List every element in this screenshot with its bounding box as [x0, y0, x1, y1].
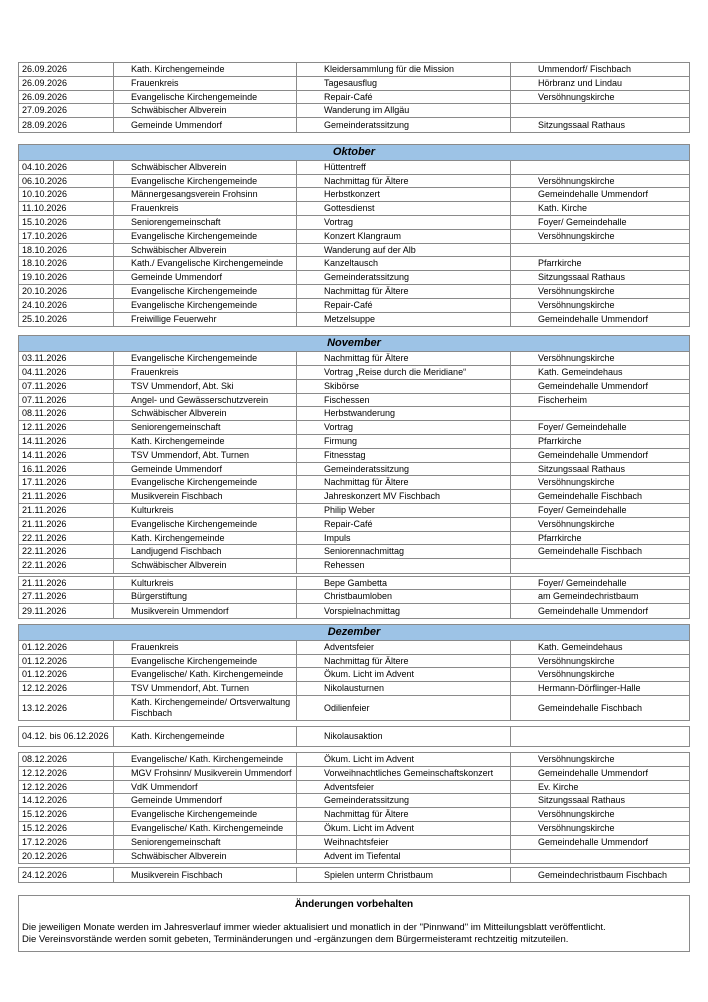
- cell-event: Gemeinderatssitzung: [297, 118, 511, 132]
- cell-date: 26.09.2026: [19, 63, 114, 76]
- cell-organizer: Evangelische Kirchengemeinde: [114, 299, 297, 312]
- month-header: Dezember: [19, 625, 689, 641]
- cell-organizer: Seniorengemeinschaft: [114, 836, 297, 849]
- table-row: [19, 808, 689, 822]
- cell-location: Gemeindehalle Ummendorf: [538, 189, 649, 200]
- cell-event: Ökum. Licht im Advent: [297, 753, 511, 766]
- cell-location: Ummendorf/ Fischbach: [538, 64, 632, 74]
- notes-heading: Änderungen vorbehalten: [294, 898, 414, 910]
- cell-organizer: Bürgerstiftung: [114, 590, 297, 603]
- cell-date: 16.11.2026: [19, 463, 114, 476]
- table-row: [19, 655, 689, 669]
- table-block: [18, 144, 690, 327]
- cell-date: 01.12.2026: [19, 641, 114, 654]
- cell-event: Gemeinderatssitzung: [297, 794, 511, 807]
- cell-event: Odilienfeier: [297, 696, 511, 720]
- cell-location: [511, 559, 689, 573]
- table-row: [19, 394, 689, 408]
- cell-organizer: VdK Ummendorf: [114, 781, 297, 794]
- cell-organizer: Kath. Kirchengemeinde: [114, 727, 297, 746]
- cell-organizer: Schwäbischer Albverein: [114, 104, 297, 117]
- cell-organizer: Evangelische Kirchengemeinde: [114, 655, 297, 668]
- cell-date: 17.11.2026: [19, 476, 114, 489]
- cell-date: 15.12.2026: [19, 822, 114, 835]
- cell-event: Gemeinderatssitzung: [297, 271, 511, 284]
- cell-event: Vortrag „Reise durch die Meridiane“: [297, 366, 511, 379]
- cell-date: 07.11.2026: [19, 394, 114, 407]
- table-row: [19, 63, 689, 77]
- cell-event: Nachmittag für Ältere: [297, 285, 511, 298]
- cell-date: 12.12.2026: [19, 682, 114, 695]
- cell-date: 22.11.2026: [19, 532, 114, 545]
- cell-organizer: Musikverein Ummendorf: [114, 604, 297, 618]
- cell-location: Versöhnungskirche: [538, 285, 615, 296]
- cell-date: 22.11.2026: [19, 545, 114, 558]
- cell-location: Fischerheim: [538, 394, 588, 405]
- cell-event: Tagesausflug: [297, 77, 511, 90]
- cell-location: Gemeindehalle Ummendorf: [538, 380, 649, 391]
- cell-date: 03.11.2026: [19, 352, 114, 365]
- cell-date: 01.12.2026: [19, 655, 114, 668]
- table-block: [18, 576, 690, 619]
- cell-date: 19.10.2026: [19, 271, 114, 284]
- cell-location: Sitzungssaal Rathaus: [538, 119, 626, 130]
- cell-organizer: Schwäbischer Albverein: [114, 161, 297, 174]
- cell-location: Hermann-Dörflinger-Halle: [538, 683, 641, 694]
- cell-event: Wanderung im Allgäu: [297, 104, 511, 117]
- cell-event: Repair-Café: [297, 518, 511, 531]
- cell-organizer: Gemeinde Ummendorf: [114, 118, 297, 132]
- cell-organizer: Evangelische/ Kath. Kirchengemeinde: [114, 753, 297, 766]
- table-block: [18, 624, 690, 721]
- cell-event: Fischessen: [297, 394, 511, 407]
- cell-location: [511, 244, 689, 257]
- table-row: [19, 822, 689, 836]
- cell-event: Gemeinderatssitzung: [297, 463, 511, 476]
- cell-event: Impuls: [297, 532, 511, 545]
- cell-organizer: Landjugend Fischbach: [114, 545, 297, 558]
- cell-date: 04.12. bis 06.12.2026: [19, 727, 114, 746]
- cell-location: Gemeindehalle Fischbach: [538, 546, 643, 557]
- table-row: [19, 230, 689, 244]
- cell-organizer: TSV Ummendorf, Abt. Turnen: [114, 682, 297, 695]
- cell-event: Nikolausturnen: [297, 682, 511, 695]
- table-row: [19, 421, 689, 435]
- table-row: [19, 794, 689, 808]
- table-row: [19, 753, 689, 767]
- cell-event: Hüttentreff: [297, 161, 511, 174]
- cell-location: Gemeindehalle Ummendorf: [538, 836, 649, 847]
- cell-organizer: Musikverein Fischbach: [114, 490, 297, 503]
- cell-event: Herbstwanderung: [297, 407, 511, 420]
- cell-location: Gemeindehalle Ummendorf: [538, 313, 649, 324]
- cell-date: 29.11.2026: [19, 604, 114, 618]
- cell-location: Foyer/ Gemeindehalle: [538, 504, 627, 515]
- cell-date: 18.10.2026: [19, 244, 114, 257]
- table-row: [19, 850, 689, 864]
- cell-event: Nachmittag für Ältere: [297, 655, 511, 668]
- cell-event: Adventsfeier: [297, 781, 511, 794]
- table-row: [19, 604, 689, 618]
- cell-date: 12.11.2026: [19, 421, 114, 434]
- cell-location: Pfarrkirche: [538, 532, 582, 543]
- cell-organizer: Schwäbischer Albverein: [114, 244, 297, 257]
- cell-date: 07.11.2026: [19, 380, 114, 393]
- cell-location: [511, 161, 689, 174]
- cell-location: Gemeindehalle Fischbach: [538, 491, 643, 502]
- table-row: [19, 532, 689, 546]
- cell-location: Versöhnungskirche: [538, 353, 615, 364]
- cell-date: 28.09.2026: [19, 118, 114, 132]
- cell-date: 04.10.2026: [19, 161, 114, 174]
- cell-location: am Gemeindechristbaum: [538, 591, 639, 602]
- cell-event: Seniorennachmittag: [297, 545, 511, 558]
- cell-location: Sitzungssaal Rathaus: [538, 463, 626, 474]
- cell-date: 01.12.2026: [19, 668, 114, 681]
- cell-location: Sitzungssaal Rathaus: [538, 795, 626, 806]
- cell-location: Pfarrkirche: [538, 435, 582, 446]
- cell-location: [511, 407, 689, 420]
- cell-date: 12.12.2026: [19, 767, 114, 780]
- table-row: [19, 696, 689, 720]
- cell-location: Gemeindechristbaum Fischbach: [538, 869, 668, 880]
- cell-date: 26.09.2026: [19, 91, 114, 104]
- cell-event: Adventsfeier: [297, 641, 511, 654]
- table-block: [18, 752, 690, 864]
- cell-organizer: Musikverein Fischbach: [114, 868, 297, 882]
- cell-event: Metzelsuppe: [297, 313, 511, 327]
- cell-event: Advent im Tiefental: [297, 850, 511, 864]
- table-row: [19, 216, 689, 230]
- cell-date: 14.11.2026: [19, 449, 114, 462]
- cell-organizer: Schwäbischer Albverein: [114, 559, 297, 573]
- cell-organizer: Männergesangsverein Frohsinn: [114, 188, 297, 201]
- cell-location: [511, 104, 689, 117]
- cell-event: Vortrag: [297, 421, 511, 434]
- cell-location: Foyer/ Gemeindehalle: [538, 577, 627, 588]
- table-row: [19, 767, 689, 781]
- cell-location: Gemeindehalle Ummendorf: [538, 767, 649, 778]
- cell-location: Kath. Gemeindehaus: [538, 641, 623, 652]
- cell-location: Versöhnungskirche: [538, 655, 615, 666]
- cell-organizer: Evangelische/ Kath. Kirchengemeinde: [114, 822, 297, 835]
- cell-date: 11.10.2026: [19, 202, 114, 215]
- cell-organizer: MGV Frohsinn/ Musikverein Ummendorf: [114, 767, 297, 780]
- table-row: [19, 271, 689, 285]
- table-row: [19, 836, 689, 850]
- cell-event: Herbstkonzert: [297, 188, 511, 201]
- cell-event: Vortrag: [297, 216, 511, 229]
- cell-date: 21.11.2026: [19, 490, 114, 503]
- cell-organizer: Evangelische Kirchengemeinde: [114, 476, 297, 489]
- cell-date: 25.10.2026: [19, 313, 114, 327]
- cell-event: Kleidersammlung für die Mission: [297, 63, 511, 76]
- cell-event: Nachmittag für Ältere: [297, 352, 511, 365]
- table-row: [19, 104, 689, 118]
- table-row: [19, 299, 689, 313]
- cell-organizer: Seniorengemeinschaft: [114, 421, 297, 434]
- table-row: [19, 161, 689, 175]
- cell-date: 10.10.2026: [19, 188, 114, 201]
- cell-date: 21.11.2026: [19, 518, 114, 531]
- cell-organizer: Evangelische Kirchengemeinde: [114, 808, 297, 821]
- cell-date: 13.12.2026: [19, 696, 114, 720]
- cell-location: Versöhnungskirche: [538, 175, 615, 186]
- cell-organizer: Kath. Kirchengemeinde: [114, 63, 297, 76]
- cell-event: Nikolausaktion: [297, 727, 511, 746]
- month-header: Oktober: [19, 145, 689, 161]
- cell-date: 06.10.2026: [19, 175, 114, 188]
- cell-event: Spielen unterm Christbaum: [297, 868, 511, 882]
- cell-organizer: Evangelische Kirchengemeinde: [114, 352, 297, 365]
- cell-date: 20.12.2026: [19, 850, 114, 864]
- cell-date: 24.12.2026: [19, 868, 114, 882]
- cell-organizer: TSV Ummendorf, Abt. Ski: [114, 380, 297, 393]
- table-row: [19, 504, 689, 518]
- cell-location: Versöhnungskirche: [538, 518, 615, 529]
- cell-organizer: Kath. Kirchengemeinde: [114, 435, 297, 448]
- cell-location: Kath. Kirche: [538, 203, 588, 214]
- notes-box: [18, 895, 690, 952]
- table-row: [19, 476, 689, 490]
- table-row: [19, 407, 689, 421]
- cell-date: 27.11.2026: [19, 590, 114, 603]
- table-row: [19, 202, 689, 216]
- cell-event: Repair-Café: [297, 299, 511, 312]
- table-row: [19, 781, 689, 795]
- table-row: [19, 590, 689, 604]
- cell-location: Pfarrkirche: [538, 258, 582, 269]
- cell-location: Foyer/ Gemeindehalle: [538, 422, 627, 433]
- cell-date: 27.09.2026: [19, 104, 114, 117]
- cell-organizer: Freiwillige Feuerwehr: [114, 313, 297, 327]
- cell-organizer: Frauenkreis: [114, 366, 297, 379]
- table-block: [18, 62, 690, 133]
- table-row: [19, 490, 689, 504]
- cell-date: 14.12.2026: [19, 794, 114, 807]
- cell-date: 17.10.2026: [19, 230, 114, 243]
- cell-organizer: Kath. Kirchengemeinde: [114, 532, 297, 545]
- cell-organizer: Gemeinde Ummendorf: [114, 794, 297, 807]
- cell-location: Kath. Gemeindehaus: [538, 366, 623, 377]
- cell-event: Jahreskonzert MV Fischbach: [297, 490, 511, 503]
- cell-event: Rehessen: [297, 559, 511, 573]
- table-row: [19, 118, 689, 132]
- cell-event: Vorspielnachmittag: [297, 604, 511, 618]
- table-row: [19, 682, 689, 696]
- cell-event: Nachmittag für Ältere: [297, 476, 511, 489]
- table-row: [19, 285, 689, 299]
- cell-location: Versöhnungskirche: [538, 809, 615, 820]
- table-row: [19, 449, 689, 463]
- cell-organizer: Evangelische Kirchengemeinde: [114, 230, 297, 243]
- cell-date: 22.11.2026: [19, 559, 114, 573]
- cell-date: 15.10.2026: [19, 216, 114, 229]
- cell-organizer: Frauenkreis: [114, 641, 297, 654]
- cell-location: Versöhnungskirche: [538, 91, 615, 102]
- cell-event: Bepe Gambetta: [297, 577, 511, 590]
- cell-date: 04.11.2026: [19, 366, 114, 379]
- table-row: [19, 313, 689, 327]
- table-row: [19, 641, 689, 655]
- cell-event: Nachmittag für Ältere: [297, 175, 511, 188]
- cell-date: 21.11.2026: [19, 504, 114, 517]
- cell-location: Sitzungssaal Rathaus: [538, 272, 626, 283]
- cell-organizer: Kath. Kirchengemeinde/ Ortsverwaltung Fischbach: [114, 696, 297, 720]
- cell-event: Christbaumloben: [297, 590, 511, 603]
- cell-event: Nachmittag für Ältere: [297, 808, 511, 821]
- cell-organizer: Evangelische Kirchengemeinde: [114, 175, 297, 188]
- table-row: [19, 577, 689, 591]
- table-row: [19, 518, 689, 532]
- cell-location: Versöhnungskirche: [538, 823, 615, 834]
- cell-organizer: Kath./ Evangelische Kirchengemeinde: [114, 257, 297, 270]
- cell-organizer: Frauenkreis: [114, 202, 297, 215]
- cell-date: 21.11.2026: [19, 577, 114, 590]
- cell-organizer: Evangelische Kirchengemeinde: [114, 91, 297, 104]
- cell-date: 14.11.2026: [19, 435, 114, 448]
- cell-date: 20.10.2026: [19, 285, 114, 298]
- table-row: [19, 559, 689, 573]
- table-row: [19, 727, 689, 746]
- cell-location: Gemeindehalle Ummendorf: [538, 449, 649, 460]
- cell-organizer: TSV Ummendorf, Abt. Turnen: [114, 449, 297, 462]
- cell-event: Vorweihnachtliches Gemeinschaftskonzert: [297, 767, 511, 780]
- table-row: [19, 463, 689, 477]
- cell-event: Skibörse: [297, 380, 511, 393]
- cell-organizer: Gemeinde Ummendorf: [114, 271, 297, 284]
- cell-organizer: Kulturkreis: [114, 504, 297, 517]
- cell-event: Firmung: [297, 435, 511, 448]
- table-block: [18, 335, 690, 574]
- cell-location: Gemeindehalle Fischbach: [538, 702, 643, 713]
- cell-organizer: Frauenkreis: [114, 77, 297, 90]
- cell-location: Ev. Kirche: [538, 781, 579, 792]
- cell-event: Philip Weber: [297, 504, 511, 517]
- cell-location: [511, 727, 689, 746]
- cell-event: Repair-Café: [297, 91, 511, 104]
- cell-organizer: Evangelische Kirchengemeinde: [114, 285, 297, 298]
- table-row: [19, 545, 689, 559]
- cell-location: [511, 850, 689, 864]
- cell-date: 08.11.2026: [19, 407, 114, 420]
- cell-organizer: Gemeinde Ummendorf: [114, 463, 297, 476]
- cell-event: Ökum. Licht im Advent: [297, 822, 511, 835]
- cell-date: 12.12.2026: [19, 781, 114, 794]
- cell-event: Kanzeltausch: [297, 257, 511, 270]
- cell-date: 18.10.2026: [19, 257, 114, 270]
- cell-organizer: Schwäbischer Albverein: [114, 850, 297, 864]
- cell-location: Foyer/ Gemeindehalle: [538, 216, 627, 227]
- table-row: [19, 380, 689, 394]
- table-block: [18, 867, 690, 883]
- cell-organizer: Angel- und Gewässerschutzverein: [114, 394, 297, 407]
- event-calendar: [18, 62, 690, 952]
- table-row: [19, 435, 689, 449]
- table-row: [19, 366, 689, 380]
- cell-organizer: Evangelische Kirchengemeinde: [114, 518, 297, 531]
- cell-event: Konzert Klangraum: [297, 230, 511, 243]
- cell-date: 17.12.2026: [19, 836, 114, 849]
- cell-location: Gemeindehalle Ummendorf: [538, 605, 649, 616]
- cell-date: 15.12.2026: [19, 808, 114, 821]
- cell-date: 08.12.2026: [19, 753, 114, 766]
- table-block: [18, 726, 690, 747]
- table-row: [19, 175, 689, 189]
- cell-location: Versöhnungskirche: [538, 669, 615, 680]
- table-row: [19, 668, 689, 682]
- cell-organizer: Schwäbischer Albverein: [114, 407, 297, 420]
- cell-event: Ökum. Licht im Advent: [297, 668, 511, 681]
- cell-event: Gottesdienst: [297, 202, 511, 215]
- notes-line: Die Vereinsvorstände werden somit gebeten, Terminänderungen und -ergänzungen dem Bürgermeisteramt rechtzeitig mitzuteilen.: [22, 933, 569, 945]
- cell-location: Versöhnungskirche: [538, 299, 615, 310]
- cell-event: Fitnesstag: [297, 449, 511, 462]
- cell-organizer: Seniorengemeinschaft: [114, 216, 297, 229]
- table-row: [19, 188, 689, 202]
- cell-event: Wanderung auf der Alb: [297, 244, 511, 257]
- month-header: November: [19, 336, 689, 352]
- notes-line: Die jeweiligen Monate werden im Jahresverlauf immer wieder aktualisiert und monatlich in der "Pinnwand" im Mitteilungsblatt veröffentlicht.: [22, 921, 606, 933]
- table-row: [19, 91, 689, 105]
- cell-location: Hörbranz und Lindau: [538, 77, 623, 88]
- table-row: [19, 244, 689, 258]
- table-row: [19, 352, 689, 366]
- table-row: [19, 868, 689, 882]
- cell-event: Weihnachtsfeier: [297, 836, 511, 849]
- cell-organizer: Kulturkreis: [114, 577, 297, 590]
- cell-location: Versöhnungskirche: [538, 754, 615, 765]
- cell-organizer: Evangelische/ Kath. Kirchengemeinde: [114, 668, 297, 681]
- table-row: [19, 257, 689, 271]
- cell-location: Versöhnungskirche: [538, 477, 615, 488]
- cell-location: Versöhnungskirche: [538, 230, 615, 241]
- cell-date: 24.10.2026: [19, 299, 114, 312]
- cell-date: 26.09.2026: [19, 77, 114, 90]
- table-row: [19, 77, 689, 91]
